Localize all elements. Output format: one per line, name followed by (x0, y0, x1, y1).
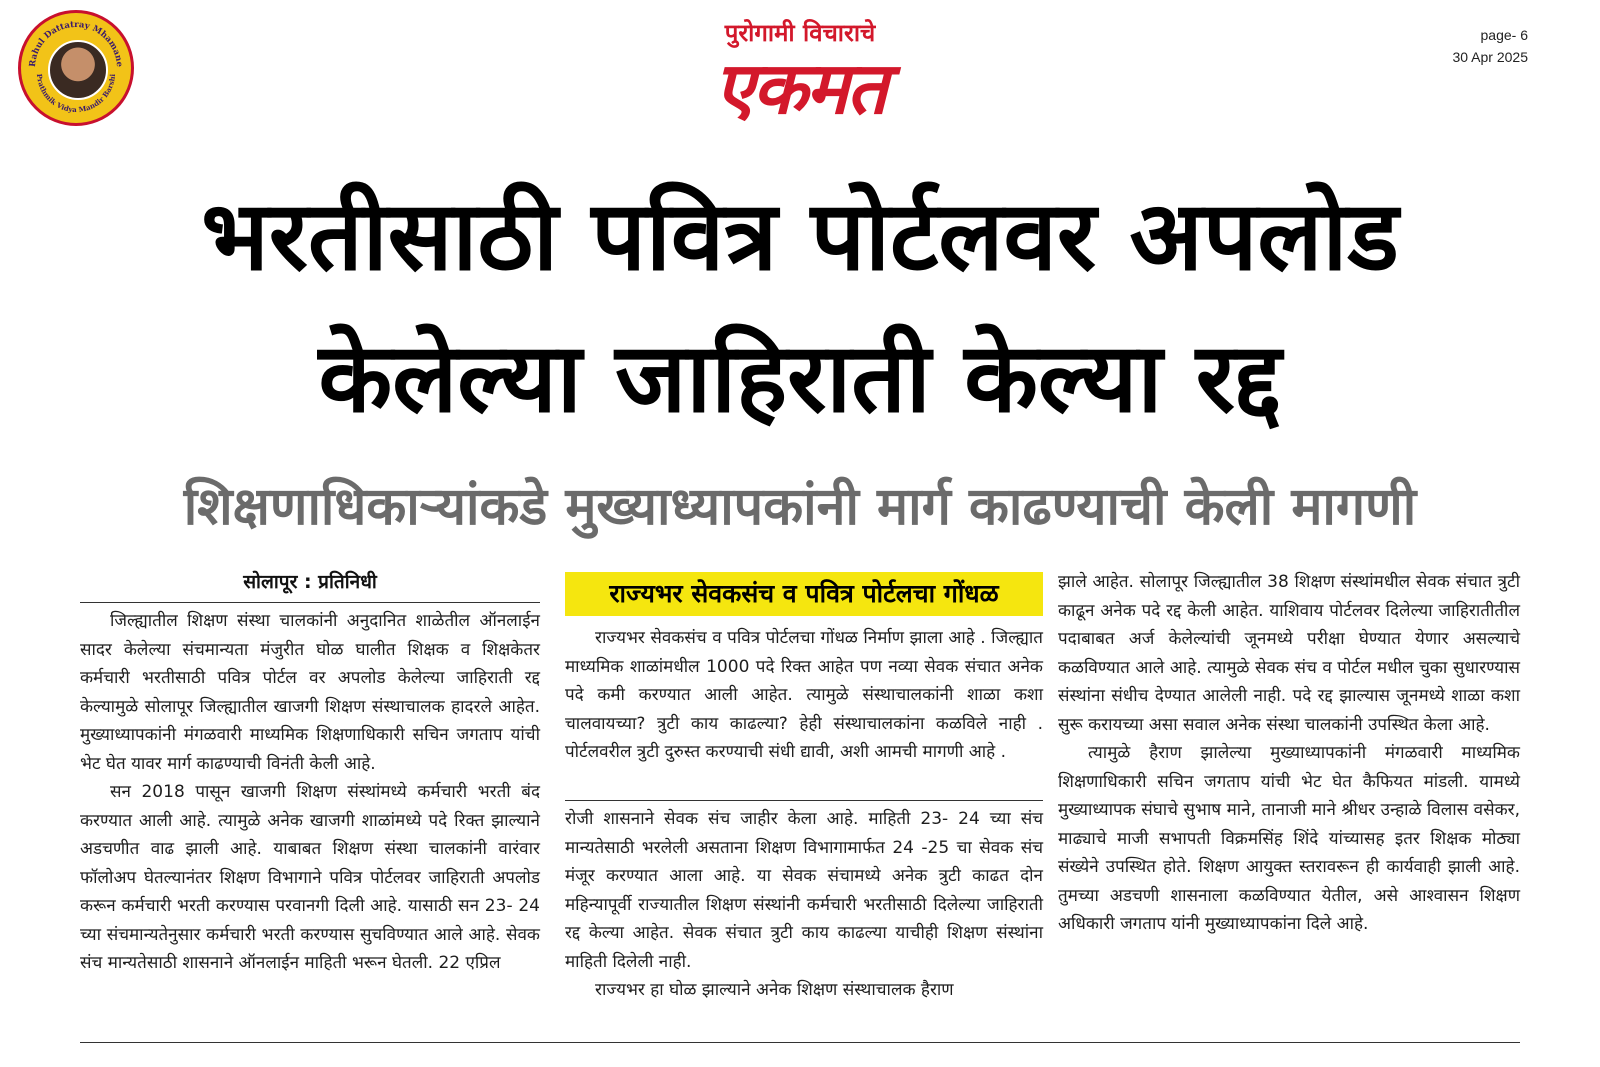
headline-line-2: केलेल्या जाहिराती केल्या रद्द (318, 322, 1282, 434)
subheadline: शिक्षणाधिकाऱ्यांकडे मुख्याध्यापकांनी मार्ग काढण्याची केली मागणी (183, 477, 1417, 537)
column2-paragraph-1: रोजी शासनाने सेवक संच जाहीर केला आहे. माहिती 23- 24 च्या संच मान्यतेसाठी भरलेली असताना शिक्षण विभागामार्फत 24 -25 चा सेवक संच मंजूर करण्यात आला आहे. या सेवक संचामध्ये अनेक त्रुटी काढत दोन महिन्यापूर्वी राज्यातील शिक्षण संस्थांनी कर्मचारी भरतीसाठी दिलेल्या जाहिराती रद्द केल्या आहेत. सेवक संचात त्रुटी काय काढल्या याचीही शिक्षण संस्थांना माहिती दिलेली नाही. (565, 809, 1043, 972)
page-info (1452, 24, 1528, 68)
masthead-tagline: पुरोगामी विचाराचे (724, 19, 876, 47)
article-column-3 (1058, 568, 1520, 939)
badge-ring-text (21, 13, 131, 123)
column2-paragraph-2: राज्यभर हा घोळ झाल्याने अनेक शिक्षण संस्थाचालक हैराण (595, 980, 954, 1000)
article-column-2 (565, 800, 1043, 1005)
page-number: page- 6 (1480, 27, 1528, 43)
masthead (600, 18, 1000, 128)
column3-paragraph-2: त्यामुळे हैराण झालेल्या मुख्याध्यापकांनी मंगळवारी माध्यमिक शिक्षणाधिकारी सचिन जगताप यांची भेट घेत कैफियत मांडली. यामध्ये मुख्याध्यापक संघाचे सुभाष माने, तानाजी माने श्रीधर उन्हाळे विलास वसेकर, माढ्याचे माजी सभापती विक्रमसिंह शिंदे यांच्यासह इतर शिक्षक मोठ्या संख्येने उपस्थित होते. शिक्षण आयुक्त स्तरावरून ही कार्यवाही झाली आहे. तुमच्या अडचणी शासनाला कळविण्यात येतील, असे आश्वासन शिक्षण अधिकारी जगताप यांनी मुख्याध्यापकांना दिले आहे. (1058, 743, 1520, 934)
bottom-divider (80, 1042, 1520, 1043)
headline-line-1: भरतीसाठी पवित्र पोर्टलवर अपलोड (201, 180, 1399, 292)
page-date: 30 Apr 2025 (1452, 49, 1528, 65)
article-column-1 (80, 602, 540, 978)
column3-paragraph-1: झाले आहेत. सोलापूर जिल्ह्यातील 38 शिक्षण संस्थांमधील सेवक संचात त्रुटी काढून अनेक पदे रद्द केली आहेत. याशिवाय पोर्टलवर दिलेल्या जाहिरातीतील पदाबाबत अर्ज केलेल्यांची जूनमध्ये परीक्षा घेण्यात येणार असल्याचे कळविण्यात आले आहे. त्यामुळे सेवक संच व पोर्टल मधील चुका सुधारण्यास संस्थांना संधीच देण्यात आलेली नाही. पदे रद्द झाल्यास जूनमध्ये शाळा कशा सुरू करायच्या असा सवाल अनेक संस्था चालकांनी उपस्थित केला आहे. (1058, 572, 1520, 735)
byline: सोलापूर : प्रतिनिधी (243, 571, 377, 593)
column1-paragraph-2: सन 2018 पासून खाजगी शिक्षण संस्थांमध्ये कर्मचारी भरती बंद करण्यात आली आहे. त्यामुळे अनेक खाजगी शाळांमध्ये पदे रिक्त झाल्याने अडचणीत वाढ झाली आहे. याबाबत शिक्षण संस्था चालकांनी वारंवार फॉलोअप घेतल्यानंतर शिक्षण विभागाने पवित्र पोर्टलवर जाहिराती अपलोड करून कर्मचारी भरती करण्यास परवानगी दिली आहे. यासाठी सन 23- 24 च्या संचमान्यतेनुसार कर्मचारी भरती करण्यास सुचविण्यात आले आहे. सेवक संच मान्यतेसाठी शासनाने ऑनलाईन माहिती भरून घेतली. 22 एप्रिल (80, 782, 540, 973)
svg-text:Prathmik Vidya Mandir Barshi: Prathmik Vidya Mandir Barshi (34, 73, 118, 115)
box-heading: राज्यभर सेवकसंच व पवित्र पोर्टलचा गोंधळ (565, 572, 1043, 616)
newspaper-logo: एकमत (714, 46, 886, 130)
box-text: राज्यभर सेवकसंच व पवित्र पोर्टलचा गोंधळ निर्माण झाला आहे . जिल्ह्यात माध्यमिक शाळांमधील 1000 पदे रिक्त आहेत पण नव्या सेवक संचात अनेक पदे कमी करण्यात आली आहेत. त्यामुळे संस्थाचालकांनी शाळा कशा चालवायच्या? त्रुटी काय काढल्या? हेही संस्थाचालकांना कळविले नाही . पोर्टलवरील त्रुटी दुरुस्त करण्याची संधी द्यावी, अशी आमची मागणी आहे . (565, 628, 1043, 762)
box-text-block (565, 624, 1043, 767)
svg-text:Rahul Dattatray Mhamane: Rahul Dattatray Mhamane (27, 19, 125, 68)
column1-paragraph-1: जिल्ह्यातील शिक्षण संस्था चालकांनी अनुदानित शाळेतील ऑनलाईन सादर केलेल्या संचमान्यता मंजुरीत घोळ घालीत शिक्षक व शिक्षकेतर कर्मचारी भरतीसाठी पवित्र पोर्टल वर अपलोड केलेल्या जाहिराती रद्द केल्यामुळे सोलापूर जिल्ह्यातील खाजगी शिक्षण संस्थाचालक हादरले आहेत. मुख्याध्यापकांनी मंगळवारी माध्यमिक शिक्षणाधिकारी सचिन जगताप यांची भेट घेत यावर मार्ग काढण्याची विनंती केली आहे. (80, 611, 540, 774)
profile-badge (18, 10, 134, 126)
